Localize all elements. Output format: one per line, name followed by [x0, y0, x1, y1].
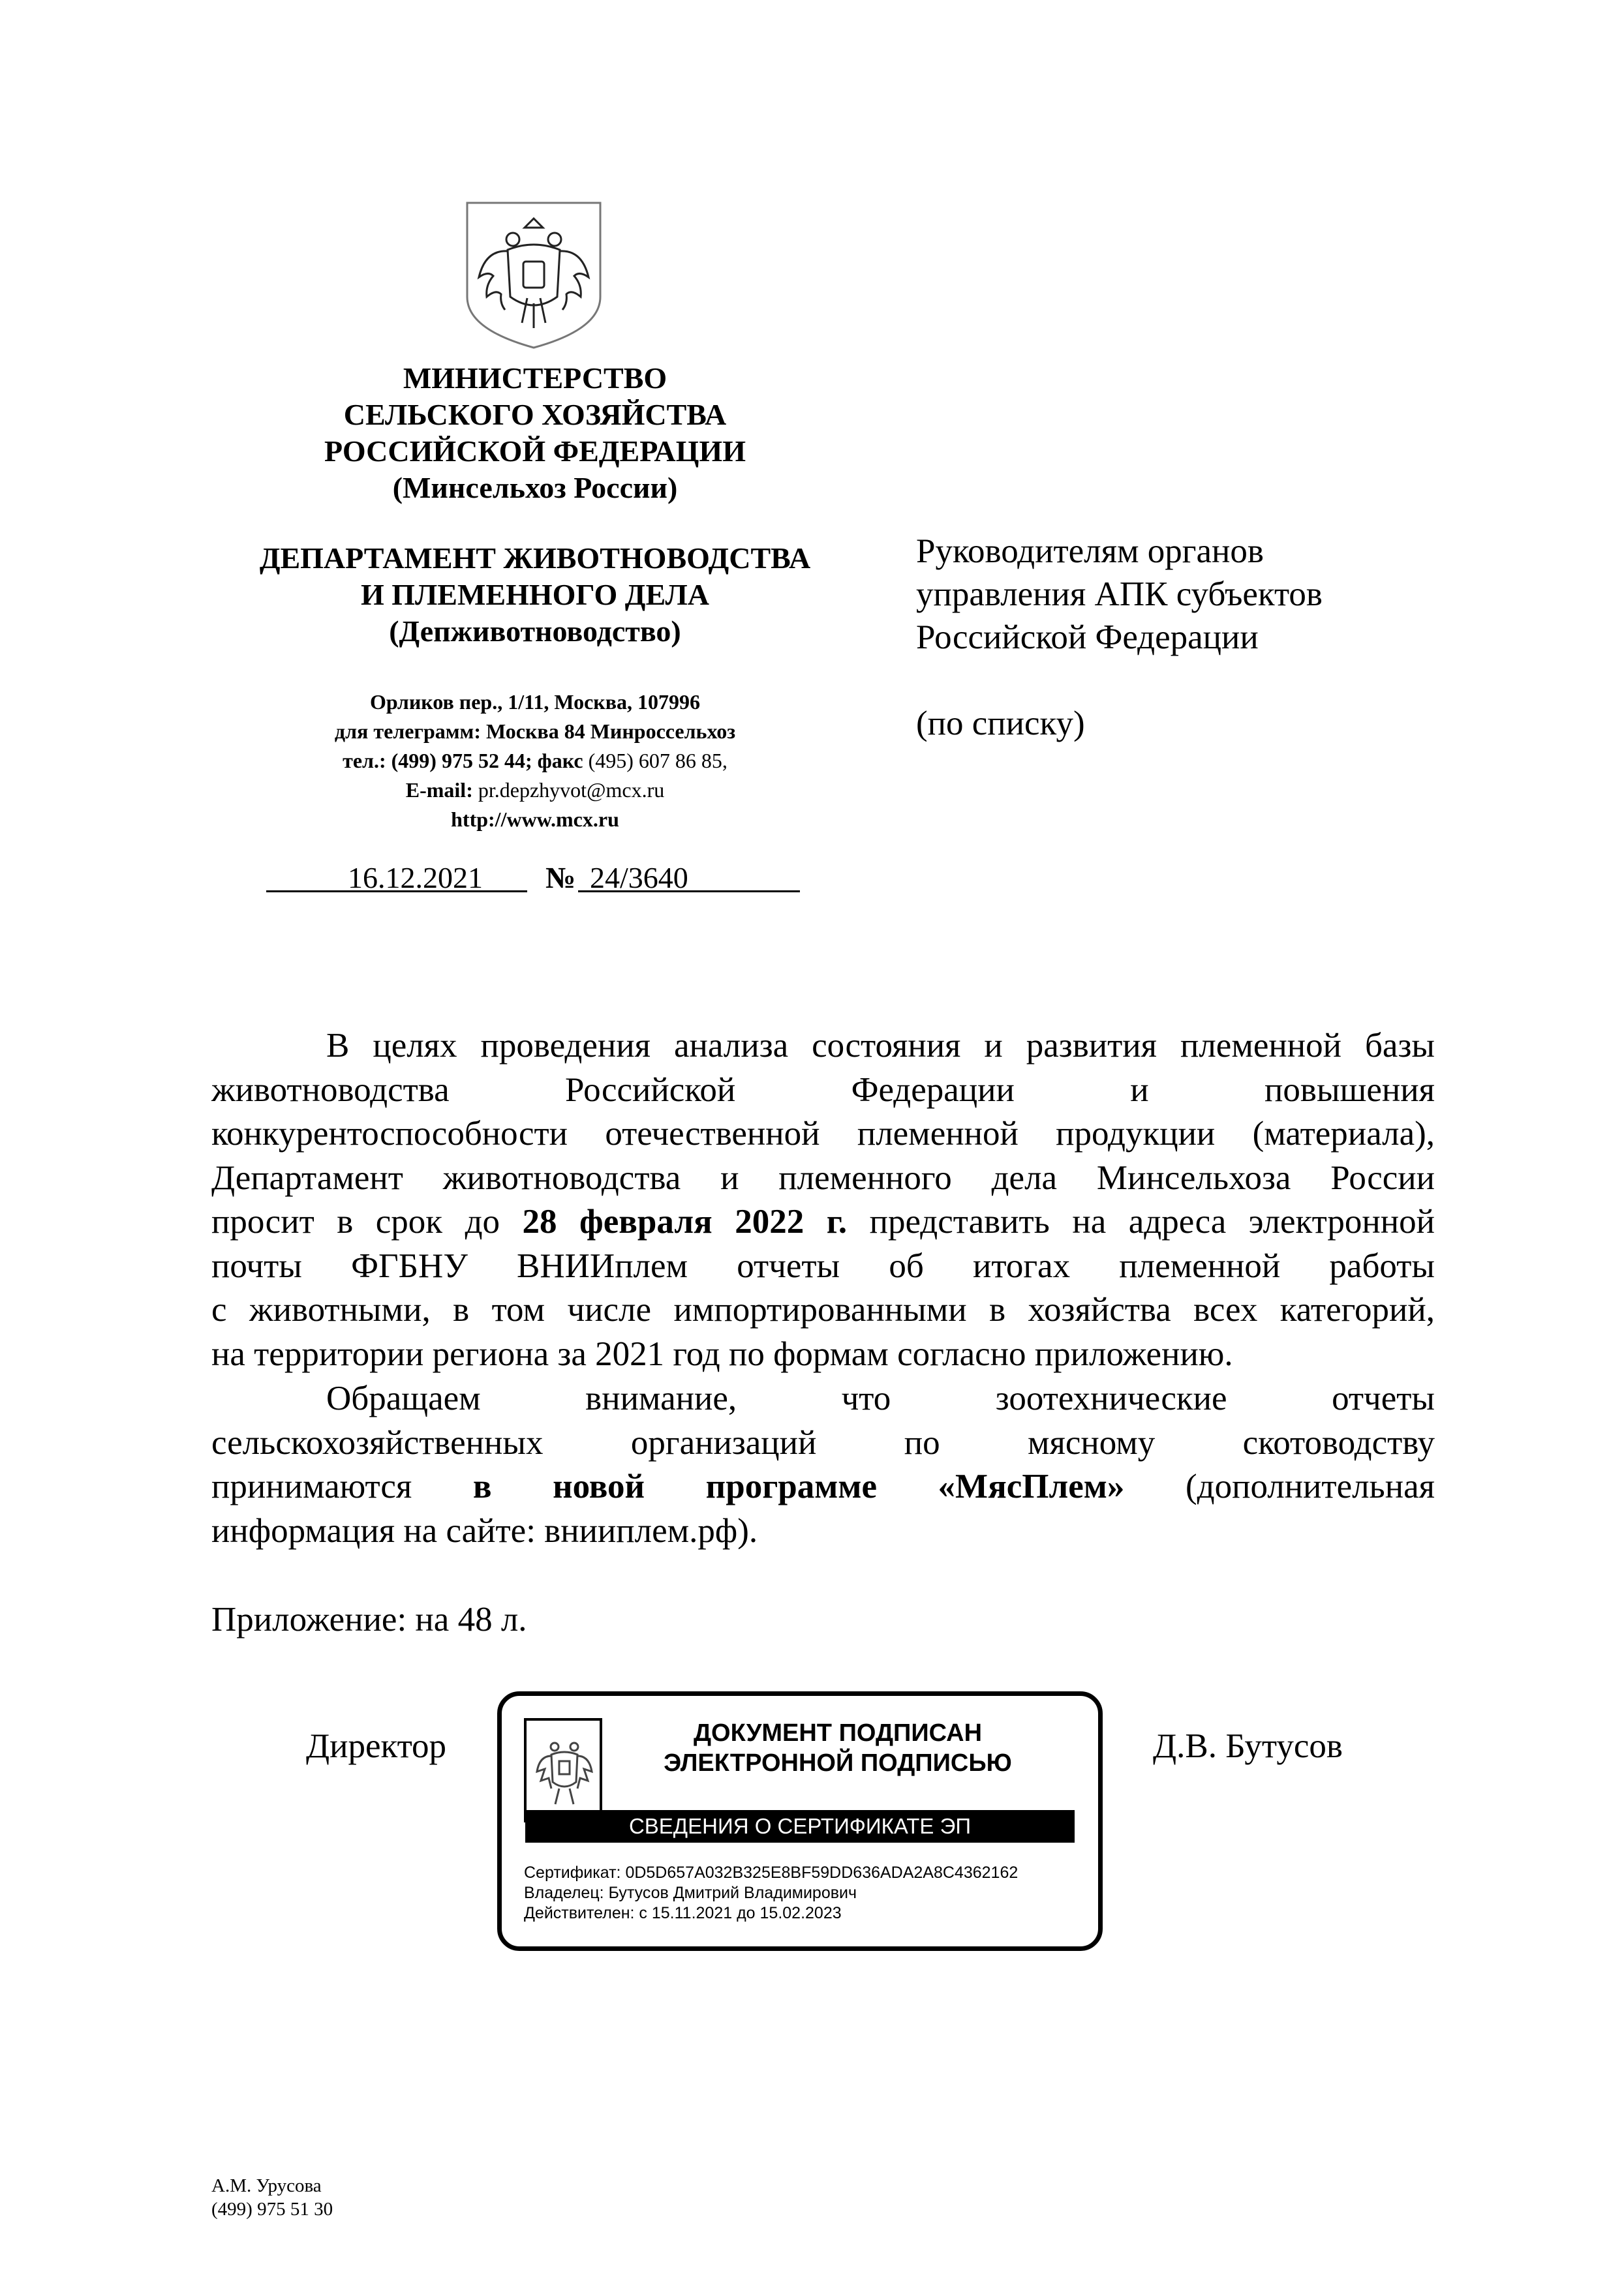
recipient-note: (по списку): [916, 704, 1085, 742]
stamp-title: [619, 1718, 1056, 1778]
telegram-address: для телеграмм: Москва 84 Минроссельхоз: [334, 719, 736, 743]
recipient-block: [916, 530, 1503, 745]
coat-of-arms-icon: [533, 1732, 596, 1809]
executor-info: [211, 2174, 333, 2221]
text-line: [211, 1200, 1435, 1245]
phone-fax: [248, 746, 822, 776]
department-line: И ПЛЕМЕННОГО ДЕЛА: [360, 578, 710, 611]
recipient-line: Руководителям органов: [916, 532, 1264, 570]
text-line: [211, 1465, 1435, 1509]
text-line: информация на сайте: внииплем.рф).: [211, 1511, 758, 1550]
body-paragraph-1: [211, 1024, 1435, 1376]
program-name: в новой программе «МясПлем»: [472, 1468, 1125, 1505]
registration-number: 24/3640: [590, 861, 688, 894]
certificate-serial: Сертификат: 0D5D657A032B325E8BF59DD636ADA2A8C4362162: [524, 1864, 1019, 1882]
executor-name: А.М. Урусова: [211, 2175, 322, 2196]
coat-of-arms-emblem: [462, 199, 605, 350]
email-label: E-mail:: [405, 778, 478, 802]
text-line: Обращаем внимание, что зоотехнические отчеты: [326, 1380, 1435, 1417]
text-line: на территории региона за 2021 год по формам согласно приложению.: [211, 1335, 1233, 1373]
recipient-line: управления АПК субъектов: [916, 575, 1323, 613]
text-segment: принимаются: [211, 1468, 473, 1505]
certificate-validity: Действителен: с 15.11.2021 до 15.02.2023: [524, 1904, 842, 1922]
number-sign: №: [545, 861, 576, 894]
executor-phone: (499) 975 51 30: [211, 2199, 333, 2220]
body-paragraph-2: [211, 1377, 1435, 1553]
text-line: с животными, в том числе импортированными в хозяйства всех категорий,: [211, 1291, 1435, 1329]
certificate-info-band: СВЕДЕНИЯ О СЕРТИФИКАТЕ ЭП: [525, 1810, 1075, 1843]
fax-value: (495) 607 86 85,: [583, 749, 728, 772]
signer-name: Д.В. Бутусов: [1153, 1727, 1343, 1765]
text-line: Департамент животноводства и племенного дела Минсельхоза России: [211, 1158, 1435, 1197]
recipient-line: Российской Федерации: [916, 618, 1259, 656]
department-name: [189, 540, 881, 650]
text-line: животноводства Российской Федерации и повышения: [211, 1070, 1435, 1109]
spacer: [916, 659, 1503, 702]
address: Орликов пер., 1/11, Москва, 107996: [369, 690, 701, 714]
website: http://www.mcx.ru: [451, 808, 619, 831]
electronic-signature-stamp: [497, 1691, 1103, 1951]
certificate-details: [524, 1863, 1018, 1924]
text-line: сельскохозяйственных организаций по мясному скотоводству: [211, 1423, 1435, 1462]
text-segment: представить на адреса электронной: [847, 1203, 1435, 1241]
certificate-owner: Владелец: Бутусов Дмитрий Владимирович: [524, 1884, 857, 1902]
email: [248, 776, 822, 805]
ministry-line: МИНИСТЕРСТВО: [403, 361, 667, 395]
deadline-date: 28 февраля 2022 г.: [522, 1203, 848, 1241]
stamp-emblem: [524, 1718, 602, 1822]
text-segment: (дополнительная: [1124, 1468, 1435, 1505]
registration-date: 16.12.2021: [348, 861, 483, 894]
phone-label: тел.: (499) 975 52 44; факс: [343, 749, 583, 772]
registration-line: [266, 858, 808, 898]
stamp-title-line: ЭЛЕКТРОННОЙ ПОДПИСЬЮ: [664, 1749, 1012, 1777]
double-headed-eagle-icon: [462, 199, 605, 350]
department-line: ДЕПАРТАМЕНТ ЖИВОТНОВОДСТВА: [259, 541, 811, 575]
department-contacts: [248, 687, 822, 834]
text-line: В целях проведения анализа состояния и развития племенной базы: [326, 1027, 1435, 1065]
ministry-line: РОССИЙСКОЙ ФЕДЕРАЦИИ: [324, 434, 746, 468]
email-value: pr.depzhyvot@mcx.ru: [478, 778, 665, 802]
appendix-note: Приложение: на 48 л.: [211, 1601, 527, 1639]
department-short-name: (Депживотноводство): [389, 614, 681, 648]
ministry-name: [209, 360, 861, 506]
ministry-short-name: (Минсельхоз России): [392, 471, 678, 504]
text-line: конкурентоспособности отечественной племенной продукции (материала),: [211, 1115, 1435, 1153]
signer-title: Директор: [306, 1727, 447, 1765]
text-segment: просит в срок до: [211, 1203, 523, 1241]
ministry-line: СЕЛЬСКОГО ХОЗЯЙСТВА: [343, 398, 727, 431]
text-line: почты ФГБНУ ВНИИплем отчеты об итогах племенной работы: [211, 1246, 1435, 1285]
stamp-title-line: ДОКУМЕНТ ПОДПИСАН: [693, 1719, 983, 1747]
